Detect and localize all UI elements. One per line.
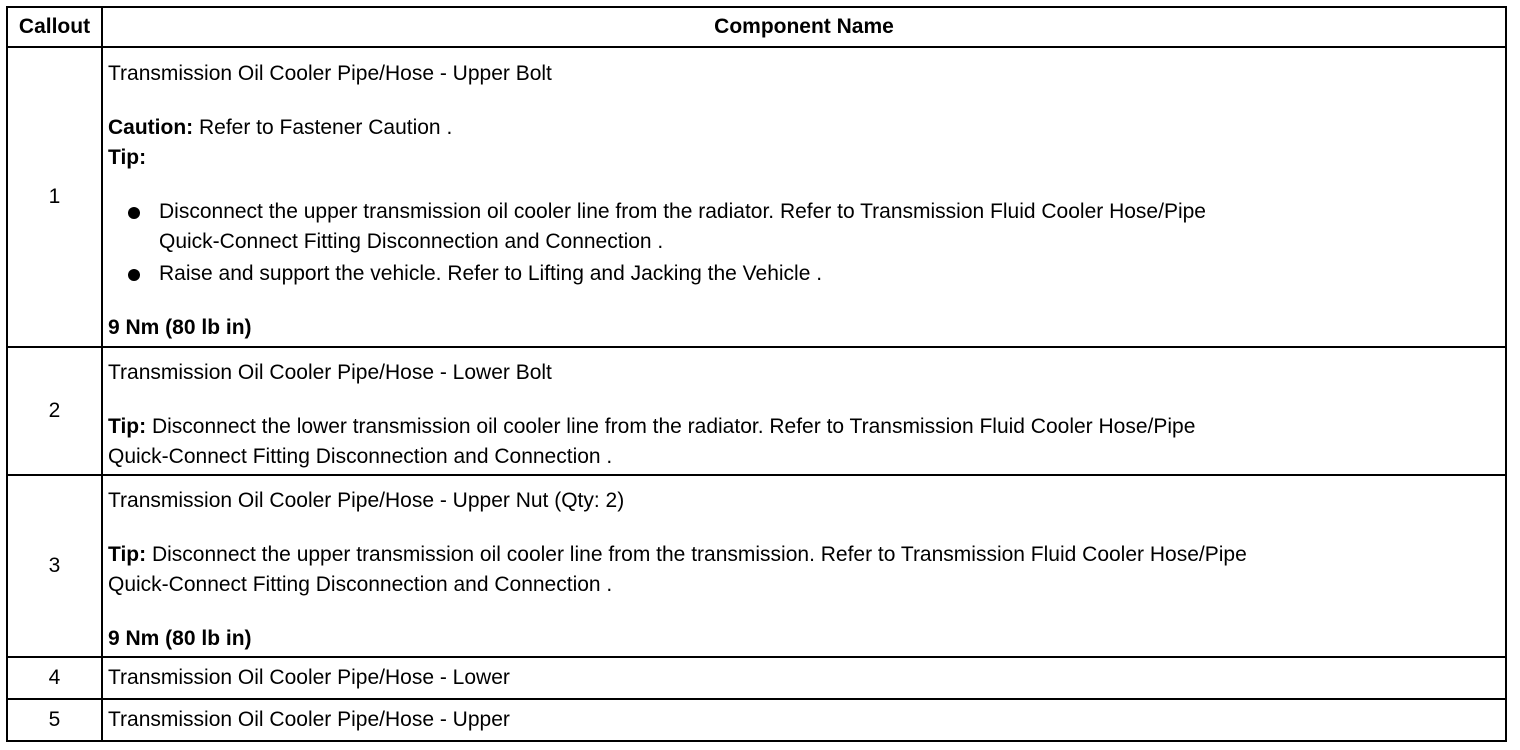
bullet-text-line: Raise and support the vehicle. Refer to Lifting and Jacking the Vehicle . xyxy=(159,262,823,285)
tip-bullet-list xyxy=(108,197,1500,289)
table-row xyxy=(7,699,1506,741)
component-name: Transmission Oil Cooler Pipe/Hose - Lower Bolt xyxy=(108,361,552,384)
list-item xyxy=(108,259,1500,289)
component-cell xyxy=(102,347,1506,475)
callout-number: 3 xyxy=(7,475,102,657)
component-cell xyxy=(102,47,1506,347)
component-name: Transmission Oil Cooler Pipe/Hose - Upper xyxy=(108,708,510,731)
header-component-name: Component Name xyxy=(102,7,1506,47)
bullet-icon xyxy=(128,269,140,281)
tip-text-line: Disconnect the upper transmission oil cooler line from the transmission. Refer to Transmission Fluid Cooler Hose/Pipe xyxy=(146,543,1247,566)
component-cell xyxy=(102,657,1506,699)
bullet-text-line: Quick-Connect Fitting Disconnection and Connection . xyxy=(159,230,664,253)
table-row xyxy=(7,347,1506,475)
tip-text-line: Quick-Connect Fitting Disconnection and Connection . xyxy=(108,445,613,468)
bullet-icon xyxy=(128,207,140,219)
tip-label: Tip: xyxy=(108,146,147,169)
tip-label: Tip: xyxy=(108,543,147,566)
header-callout: Callout xyxy=(7,7,102,47)
tip-note xyxy=(108,540,1500,570)
callout-number: 1 xyxy=(7,47,102,347)
header-row xyxy=(7,7,1506,47)
caution-text: Refer to Fastener Caution . xyxy=(193,116,453,139)
torque-spec: 9 Nm (80 lb in) xyxy=(108,316,252,339)
table-row xyxy=(7,475,1506,657)
component-name: Transmission Oil Cooler Pipe/Hose - Upper Bolt xyxy=(108,62,552,85)
component-name: Transmission Oil Cooler Pipe/Hose - Upper Nut (Qty: 2) xyxy=(108,489,625,512)
caution-label: Caution: xyxy=(108,116,194,139)
caution-note xyxy=(108,113,1500,143)
component-cell xyxy=(102,699,1506,741)
table-row xyxy=(7,47,1506,347)
torque-spec: 9 Nm (80 lb in) xyxy=(108,627,252,650)
table-row xyxy=(7,657,1506,699)
component-name: Transmission Oil Cooler Pipe/Hose - Lower xyxy=(108,666,510,689)
callout-table xyxy=(6,6,1507,742)
tip-text-line: Quick-Connect Fitting Disconnection and Connection . xyxy=(108,573,613,596)
callout-number: 4 xyxy=(7,657,102,699)
component-cell xyxy=(102,475,1506,657)
tip-label: Tip: xyxy=(108,415,147,438)
callout-number: 5 xyxy=(7,699,102,741)
bullet-text-line: Disconnect the upper transmission oil cooler line from the radiator. Refer to Transmission Fluid Cooler Hose/Pipe xyxy=(159,200,1206,223)
list-item xyxy=(108,197,1500,257)
callout-number: 2 xyxy=(7,347,102,475)
tip-text-line: Disconnect the lower transmission oil cooler line from the radiator. Refer to Transmission Fluid Cooler Hose/Pipe xyxy=(146,415,1196,438)
tip-note xyxy=(108,412,1500,442)
